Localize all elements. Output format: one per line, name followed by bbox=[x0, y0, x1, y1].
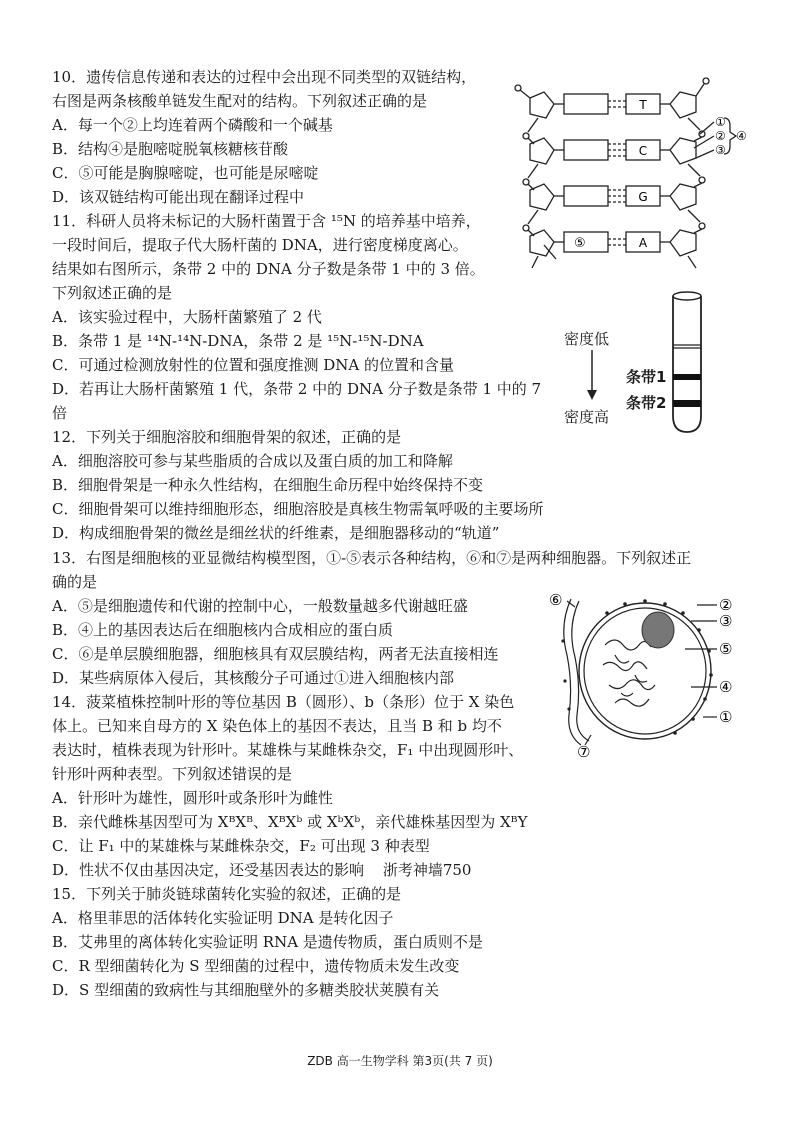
q12-option-d: D．构成细胞骨架的微丝是细丝状的纤维素，是细胞器移动的“轨道” bbox=[52, 524, 500, 542]
q12-stem: 12．下列关于细胞溶胶和细胞骨架的叙述，正确的是 bbox=[52, 428, 402, 446]
band-1-label: 条带1 bbox=[626, 368, 667, 386]
label-1: ① bbox=[715, 115, 726, 129]
q10-option-b: B．结构④是胞嘧啶脱氧核糖核苷酸 bbox=[52, 140, 289, 158]
label-3: ③ bbox=[719, 612, 733, 630]
q11-option-b: B．条带 1 是 ¹⁴N-¹⁴N-DNA，条带 2 是 ¹⁵N-¹⁵N-DNA bbox=[52, 332, 424, 350]
watermark-text: 浙考神墙750 bbox=[382, 861, 472, 879]
q13-stem-line1: 13．右图是细胞核的亚显微结构模型图，①-⑤表示各种结构，⑥和⑦是两种细胞器。下列叙述正 bbox=[52, 549, 692, 567]
q13-option-b: B．④上的基因表达后在细胞核内合成相应的蛋白质 bbox=[52, 621, 394, 639]
label-2: ② bbox=[715, 129, 726, 143]
label-2: ② bbox=[719, 596, 733, 614]
density-high-label: 密度高 bbox=[564, 408, 610, 426]
q14-option-d bbox=[52, 859, 471, 881]
base-g: G bbox=[638, 190, 648, 204]
density-low-label: 密度低 bbox=[564, 330, 610, 348]
q13-option-c: C．⑥是单层膜细胞器，细胞核具有双层膜结构，两者无法直接相连 bbox=[52, 645, 499, 663]
q13-option-d: D．某些病原体入侵后，其核酸分子可通过①进入细胞核内部 bbox=[52, 669, 455, 687]
base-t: T bbox=[639, 98, 647, 112]
q14-stem-line3: 表达时，植株表现为针形叶。某雄株与某雌株杂交，F₁ 中出现圆形叶、 bbox=[52, 741, 524, 759]
q11-option-a: A．该实验过程中，大肠杆菌繁殖了 2 代 bbox=[52, 308, 322, 326]
q11-stem-line4: 下列叙述正确的是 bbox=[52, 284, 173, 302]
q15-stem: 15．下列关于肺炎链球菌转化实验的叙述，正确的是 bbox=[52, 885, 402, 903]
q12-option-c: C．细胞骨架可以维持细胞形态，细胞溶胶是真核生物需氧呼吸的主要场所 bbox=[52, 500, 544, 518]
q10-option-a: A．每一个②上均连着两个磷酸和一个碱基 bbox=[52, 116, 333, 134]
label-7: ⑦ bbox=[577, 743, 591, 760]
q13-nucleus-figure bbox=[545, 585, 745, 760]
double-strand-diagram bbox=[508, 74, 748, 274]
label-3: ③ bbox=[715, 143, 726, 157]
q11-option-d-line1: D．若再让大肠杆菌繁殖 1 代，条带 2 中的 DNA 分子数是条带 1 中的 7 bbox=[52, 380, 542, 398]
q14-stem-line2: 体上。已知来自母方的 X 染色体上的基因不表达，且当 B 和 b 均不 bbox=[52, 717, 502, 735]
base-a: A bbox=[638, 236, 648, 250]
q10-stem-line2: 右图是两条核酸单链发生配对的结构。下列叙述正确的是 bbox=[52, 92, 428, 110]
q11-stem-line1: 11．科研人员将未标记的大肠杆菌置于含 ¹⁵N 的培养基中培养， bbox=[52, 212, 481, 230]
label-6: ⑥ bbox=[549, 591, 563, 609]
q14-option-c: C．让 F₁ 中的某雄株与某雌株杂交，F₂ 可出现 3 种表型 bbox=[52, 837, 430, 855]
label-1: ① bbox=[719, 708, 733, 726]
q11-option-d-line2: 倍 bbox=[52, 404, 68, 422]
label-4: ④ bbox=[719, 678, 733, 696]
q14-option-b: B．亲代雌株基因型可为 XᴮXᴮ、XᴮXᵇ 或 XᵇXᵇ，亲代雄株基因型为 XᴮY bbox=[52, 813, 528, 831]
page-footer: ZDB 高一生物学科 第3页(共 7 页) bbox=[307, 1054, 493, 1068]
q14-option-a: A．针形叶为雄性，圆形叶或条形叶为雌性 bbox=[52, 789, 333, 807]
q10-option-c: C．⑤可能是胸腺嘧啶，也可能是尿嘧啶 bbox=[52, 164, 319, 182]
label-5: ⑤ bbox=[719, 640, 733, 658]
q11-stem-line2: 一段时间后，提取子代大肠杆菌的 DNA，进行密度梯度离心。 bbox=[52, 236, 468, 254]
nucleolus bbox=[642, 612, 674, 648]
q12-option-a: A．细胞溶胶可参与某些脂质的合成以及蛋白质的加工和降解 bbox=[52, 452, 453, 470]
base-c: C bbox=[638, 144, 648, 158]
q15-option-a: A．格里菲思的活体转化实验证明 DNA 是转化因子 bbox=[52, 909, 394, 927]
band-1 bbox=[673, 374, 701, 380]
q15-option-b: B．艾弗里的离体转化实验证明 RNA 是遗传物质，蛋白质则不是 bbox=[52, 933, 483, 951]
band-2 bbox=[673, 400, 701, 407]
nucleus-diagram bbox=[545, 585, 745, 760]
label-4: ④ bbox=[736, 129, 747, 143]
q11-centrifuge-figure bbox=[560, 288, 740, 438]
q10-stem-line1: 10．遗传信息传递和表达的过程中会出现不同类型的双链结构， bbox=[52, 68, 477, 86]
q12-option-b: B．细胞骨架是一种永久性结构，在细胞生命历程中始终保持不变 bbox=[52, 476, 484, 494]
q10-double-strand-figure bbox=[508, 74, 748, 274]
q10-option-d: D．该双链结构可能出现在翻译过程中 bbox=[52, 188, 305, 206]
label-5: ⑤ bbox=[574, 236, 586, 251]
q11-stem-line3: 结果如右图所示，条带 2 中的 DNA 分子数是条带 1 中的 3 倍。 bbox=[52, 260, 485, 278]
band-2-label: 条带2 bbox=[626, 394, 667, 412]
q13-option-a: A．⑤是细胞遗传和代谢的控制中心，一般数量越多代谢越旺盛 bbox=[52, 597, 468, 615]
q13-stem-line2: 确的是 bbox=[52, 573, 98, 591]
q11-option-c: C．可通过检测放射性的位置和强度推测 DNA 的位置和含量 bbox=[52, 356, 454, 374]
q14-option-d-text: D．性状不仅由基因决定，还受基因表达的影响 bbox=[52, 861, 365, 879]
q15-option-d: D．S 型细菌的致病性与其细胞壁外的多糖类胶状荚膜有关 bbox=[52, 981, 440, 999]
q15-option-c: C．R 型细菌转化为 S 型细菌的过程中，遗传物质未发生改变 bbox=[52, 957, 460, 975]
q14-stem-line1: 14．菠菜植株控制叶形的等位基因 B（圆形）、b（条形）位于 X 染色 bbox=[52, 693, 515, 711]
q14-stem-line4: 针形叶两种表型。下列叙述错误的是 bbox=[52, 765, 293, 783]
